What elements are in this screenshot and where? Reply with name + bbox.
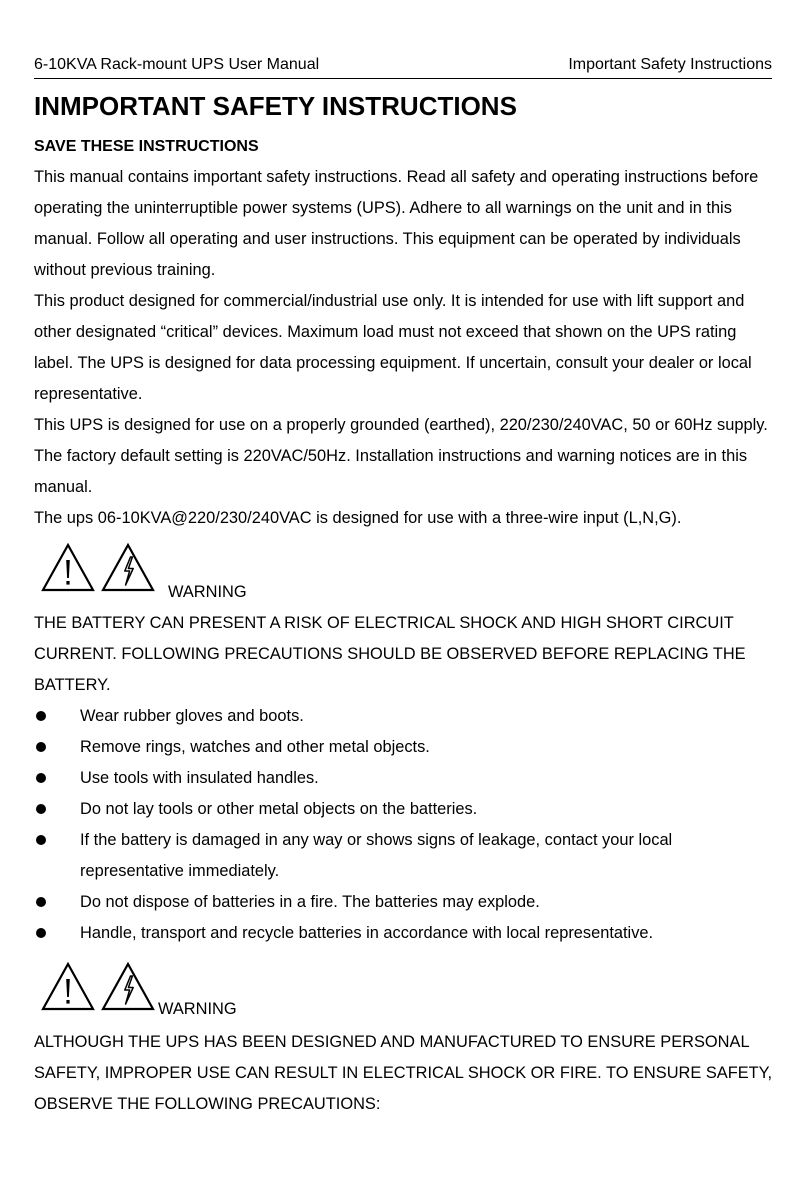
list-item-text: Use tools with insulated handles. [80,769,319,787]
paragraph-intro: This manual contains important safety instructions. Read all safety and operating instructions before operating the uninterruptible power systems (UPS). Adhere to all warnings on the unit and in this manual. Follow all operating and user instructions. This equipment can be operated by individuals without previous training. [34,168,759,279]
page-content [34,86,776,1120]
paragraph-commercial-use: This product designed for commercial/industrial use only. It is intended for use with lift support and other designated “critical” devices. Maximum load must not exceed that shown on the UPS rating label. The UPS is designed for data processing equipment. If uncertain, consult your dealer or local representative. [34,292,752,403]
warning-icons-2 [40,961,160,1018]
bullet-icon [36,897,46,907]
warning-label-1: WARNING [168,583,247,601]
warning-text-2: ALTHOUGH THE UPS HAS BEEN DESIGNED AND MANUFACTURED TO ENSURE PERSONAL SAFETY, IMPROPER USE CAN RESULT IN ELECTRICAL SHOCK OR FIRE. TO ENSURE SAFETY, OBSERVE THE FOLLOWING PRECAUTIONS: [34,1033,773,1113]
warning-text-1: THE BATTERY CAN PRESENT A RISK OF ELECTRICAL SHOCK AND HIGH SHORT CIRCUIT CURRENT. FOLLOWING PRECAUTIONS SHOULD BE OBSERVED BEFORE REPLACING THE BATTERY. [34,614,746,694]
precautions-list [34,701,776,949]
paragraph-three-wire: The ups 06-10KVA@220/230/240VAC is designed for use with a three-wire input (L,N,G). [34,509,682,527]
list-item-text: Handle, transport and recycle batteries in accordance with local representative. [80,924,654,942]
section-title: Important Safety Instructions [568,56,772,73]
warning-block-1 [34,542,776,606]
list-item [34,763,776,794]
exclamation-triangle-icon [43,964,93,1009]
bullet-icon [36,835,46,845]
bullet-icon [36,928,46,938]
paragraph-supply: This UPS is designed for use on a properly grounded (earthed), 220/230/240VAC, 50 or 60Hz supply. The factory default setting is 220VAC/50Hz. Installation instructions and warning notices are in this manual. [34,416,768,496]
high-voltage-triangle-icon [103,964,153,1009]
list-item-text: Wear rubber gloves and boots. [80,707,304,725]
list-item [34,825,776,887]
warning-icons-1 [40,542,160,599]
list-item-text: Do not dispose of batteries in a fire. The batteries may explode. [80,893,540,911]
warning-icons-svg [40,542,160,594]
bullet-icon [36,742,46,752]
warning-block-2 [34,961,776,1025]
high-voltage-triangle-icon [103,545,153,590]
list-item [34,794,776,825]
list-item-text: If the battery is damaged in any way or shows signs of leakage, contact your local representative immediately. [80,831,673,880]
list-item-text: Do not lay tools or other metal objects on the batteries. [80,800,478,818]
list-item [34,732,776,763]
exclamation-triangle-icon [43,545,93,590]
page-subtitle: SAVE THESE INSTRUCTIONS [34,138,259,155]
list-item [34,918,776,949]
list-item [34,887,776,918]
page-title: INMPORTANT SAFETY INSTRUCTIONS [34,91,517,121]
list-item-text: Remove rings, watches and other metal objects. [80,738,430,756]
list-item [34,701,776,732]
warning-icons-svg [40,961,160,1013]
page-header [34,52,772,79]
bullet-icon [36,711,46,721]
warning-label-2: WARNING [158,1000,237,1018]
manual-title: 6-10KVA Rack-mount UPS User Manual [34,56,320,73]
bullet-icon [36,804,46,814]
bullet-icon [36,773,46,783]
